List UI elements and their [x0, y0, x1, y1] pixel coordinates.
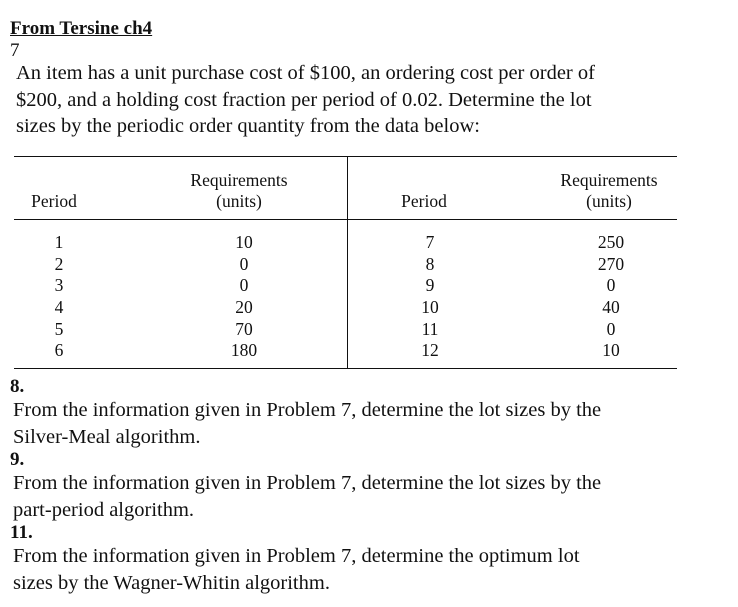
- problem-11-line: sizes by the Wagner-Whitin algorithm.: [13, 571, 330, 594]
- table-cell: 5: [54, 318, 64, 339]
- table-center-divider: [347, 156, 348, 369]
- problem-11-text: [13, 543, 580, 596]
- header-req-line1: Requirements: [190, 170, 288, 190]
- table-cell: 3: [54, 275, 64, 296]
- right-requirements-column: [586, 232, 636, 362]
- table-cell: 0: [606, 275, 616, 296]
- table-cell: 180: [230, 340, 258, 361]
- table-cell: 10: [602, 340, 620, 361]
- problem-9-number: 9.: [10, 449, 25, 470]
- table-cell: 10: [421, 297, 439, 318]
- table-header-rule: [14, 219, 677, 220]
- table-cell: 0: [606, 318, 616, 339]
- table-cell: 20: [235, 297, 253, 318]
- table-cell: 250: [597, 232, 625, 252]
- problem-7-number: 7: [10, 40, 20, 61]
- table-cell: 70: [235, 318, 253, 339]
- table-cell: 0: [239, 275, 249, 296]
- problem-11-line: From the information given in Problem 7, determine the optimum lot: [13, 545, 580, 567]
- table-cell: 11: [421, 318, 439, 339]
- header-req-line1: Requirements: [560, 170, 658, 190]
- problem-9-line: part-period algorithm.: [13, 498, 195, 521]
- table-cell: 270: [597, 253, 625, 274]
- problem-7-line: An item has a unit purchase cost of $100, an ordering cost per order of: [16, 62, 595, 84]
- table-cell: 4: [54, 297, 64, 318]
- problem-7-line: sizes by the periodic order quantity from the data below:: [16, 115, 480, 137]
- left-requirements-column: [224, 232, 264, 362]
- table-cell: 9: [425, 275, 435, 296]
- header-req-line2: (units): [586, 191, 632, 211]
- problem-8-line: From the information given in Problem 7, determine the lot sizes by the: [13, 399, 602, 421]
- table-cell: 6: [54, 340, 64, 361]
- requirements-table: [14, 156, 677, 370]
- table-cell: 7: [425, 232, 435, 252]
- table-cell: 10: [235, 232, 253, 252]
- problem-8-line: Silver-Meal algorithm.: [13, 425, 201, 448]
- header-period-left: Period: [31, 191, 77, 211]
- left-period-column: [44, 232, 74, 362]
- table-cell: 8: [425, 253, 435, 274]
- table-cell: 0: [239, 253, 249, 274]
- problem-11-number: 11.: [10, 522, 33, 543]
- problem-9-line: From the information given in Problem 7, determine the lot sizes by the: [13, 472, 602, 494]
- problem-7-line: $200, and a holding cost fraction per period of 0.02. Determine the lot: [16, 88, 592, 111]
- section-heading: From Tersine ch4: [10, 18, 153, 39]
- problem-9-text: [13, 470, 601, 523]
- problem-8-text: [13, 397, 601, 450]
- header-req-line2: (units): [216, 191, 262, 211]
- table-top-rule: [14, 156, 677, 157]
- right-period-column: [410, 232, 450, 362]
- table-cell: 2: [54, 253, 64, 274]
- problem-8-number: 8.: [10, 376, 25, 397]
- table-cell: 40: [602, 297, 620, 318]
- header-requirements-right: [539, 170, 679, 212]
- problem-7-text: [16, 60, 595, 140]
- header-period-right: Period: [401, 191, 447, 211]
- table-cell: 1: [54, 232, 64, 252]
- header-requirements-left: [164, 170, 314, 212]
- table-cell: 12: [421, 340, 439, 361]
- table-bottom-rule: [14, 368, 677, 369]
